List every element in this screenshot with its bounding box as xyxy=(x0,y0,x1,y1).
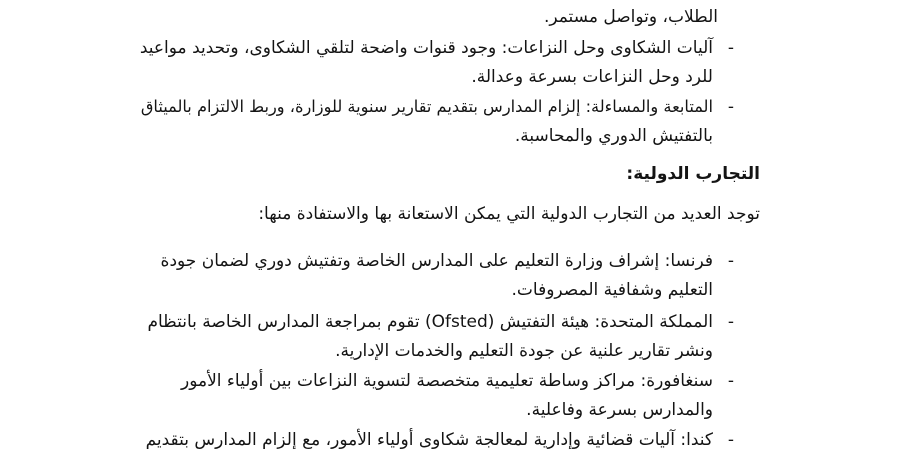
list-item-text: آليات الشكاوى وحل النزاعات: وجود قنوات واضحة لتلقي الشكاوى، وتحديد مواعيد xyxy=(139,38,713,58)
text-line: للرد وحل النزاعات بسرعة وعدالة. xyxy=(471,67,713,87)
list-item xyxy=(147,307,737,337)
bullet-dash: - xyxy=(727,371,735,391)
bullet-dash: - xyxy=(727,312,735,332)
list-item-text: المملكة المتحدة: هيئة التفتيش (Ofsted) تقوم بمراجعة المدارس الخاصة بانتظام xyxy=(147,312,713,332)
list-item-text: فرنسا: إشراف وزارة التعليم على المدارس الخاصة وتفتيش دوري لضمان جودة xyxy=(160,251,713,271)
list-item xyxy=(161,246,737,276)
list-item-text: المتابعة والمساءلة: إلزام المدارس بتقديم تقارير سنوية للوزارة، وربط الالتزام بالميثاق xyxy=(140,97,713,116)
list-item-text: كندا: آليات قضائية وإدارية لمعالجة شكاوى أولياء الأمور، مع إلزام المدارس بتقديم xyxy=(145,430,713,450)
bullet-dash: - xyxy=(727,38,735,58)
text-line: ونشر تقارير علنية عن جودة التعليم والخدمات الإدارية. xyxy=(335,341,713,361)
bullet-dash: - xyxy=(727,97,735,117)
text-line: الطلاب، وتواصل مستمر. xyxy=(543,7,718,27)
text-line: بالتفتيش الدوري والمحاسبة. xyxy=(514,126,713,146)
bullet-dash: - xyxy=(727,251,735,271)
list-item xyxy=(139,33,737,63)
text-line: والمدارس بسرعة وفاعلية. xyxy=(526,400,713,420)
section-heading: التجارب الدولية: xyxy=(626,164,760,184)
list-item-text: سنغافورة: مراكز وساطة تعليمية متخصصة لتسوية النزاعات بين أولياء الأمور xyxy=(181,371,713,391)
text-line: التعليم وشفافية المصروفات. xyxy=(511,280,713,300)
list-item xyxy=(140,92,737,122)
bullet-dash: - xyxy=(727,430,735,450)
list-item xyxy=(145,425,737,450)
paragraph: توجد العديد من التجارب الدولية التي يمكن الاستعانة بها والاستفادة منها: xyxy=(258,204,760,224)
list-item xyxy=(161,366,737,396)
